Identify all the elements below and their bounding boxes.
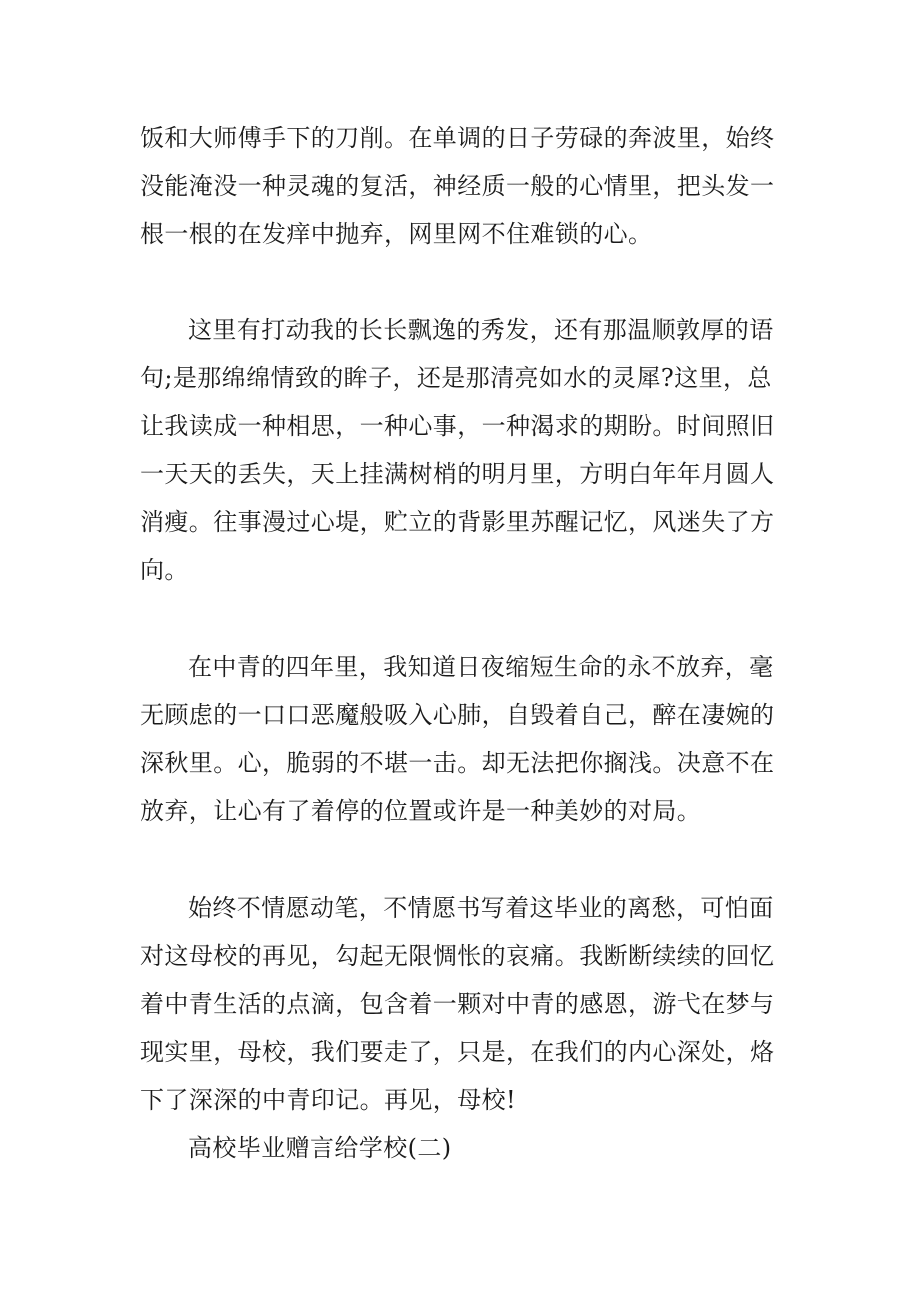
paragraph-2-line-6: 向。 — [140, 556, 189, 584]
paragraph-4-line-2: 对这母校的再见，勾起无限惆怅的哀痛。我断断续续的回忆 — [140, 942, 775, 970]
paragraph-3-line-1: 在中青的四年里，我知道日夜缩短生命的永不放弃，毫 — [188, 653, 774, 681]
paragraph-1-line-2: 没能淹没一种灵魂的复活，神经质一般的心情里，把头发一 — [140, 172, 775, 200]
paragraph-2-line-4: 一天天的丢失，天上挂满树梢的明月里，方明白年年月圆人 — [140, 460, 775, 488]
paragraph-2-line-3: 让我读成一种相思，一种心事，一种渴求的期盼。时间照旧 — [140, 412, 775, 440]
paragraph-2-line-1: 这里有打动我的长长飘逸的秀发，还有那温顺敦厚的语 — [188, 316, 774, 344]
paragraph-2-line-5: 消瘦。往事漫过心堤，贮立的背影里苏醒记忆，风迷失了方 — [140, 508, 775, 536]
paragraph-4-line-4: 现实里，母校，我们要走了，只是，在我们的内心深处，烙 — [140, 1038, 775, 1066]
paragraph-1-line-1: 饭和大师傅手下的刀削。在单调的日子劳碌的奔波里，始终 — [140, 124, 775, 152]
paragraph-4-line-1: 始终不情愿动笔，不情愿书写着这毕业的离愁，可怕面 — [188, 894, 774, 922]
paragraph-3-line-2: 无顾虑的一口口恶魔般吸入心肺，自毁着自己，醉在凄婉的 — [140, 701, 775, 729]
paragraph-4-line-3: 着中青生活的点滴，包含着一颗对中青的感恩，游弋在梦与 — [140, 990, 775, 1018]
paragraph-2-line-2: 句;是那绵绵情致的眸子，还是那清亮如水的灵犀?这里，总 — [140, 364, 772, 392]
section-heading: 高校毕业赠言给学校(二) — [188, 1134, 452, 1162]
paragraph-1-line-3: 根一根的在发痒中抛弃，网里网不住难锁的心。 — [140, 220, 653, 248]
paragraph-4-line-5: 下了深深的中青印记。再见，母校! — [140, 1086, 517, 1114]
paragraph-3-line-4: 放弃，让心有了着停的位置或许是一种美妙的对局。 — [140, 797, 702, 825]
paragraph-3-line-3: 深秋里。心，脆弱的不堪一击。却无法把你搁浅。决意不在 — [140, 749, 775, 777]
